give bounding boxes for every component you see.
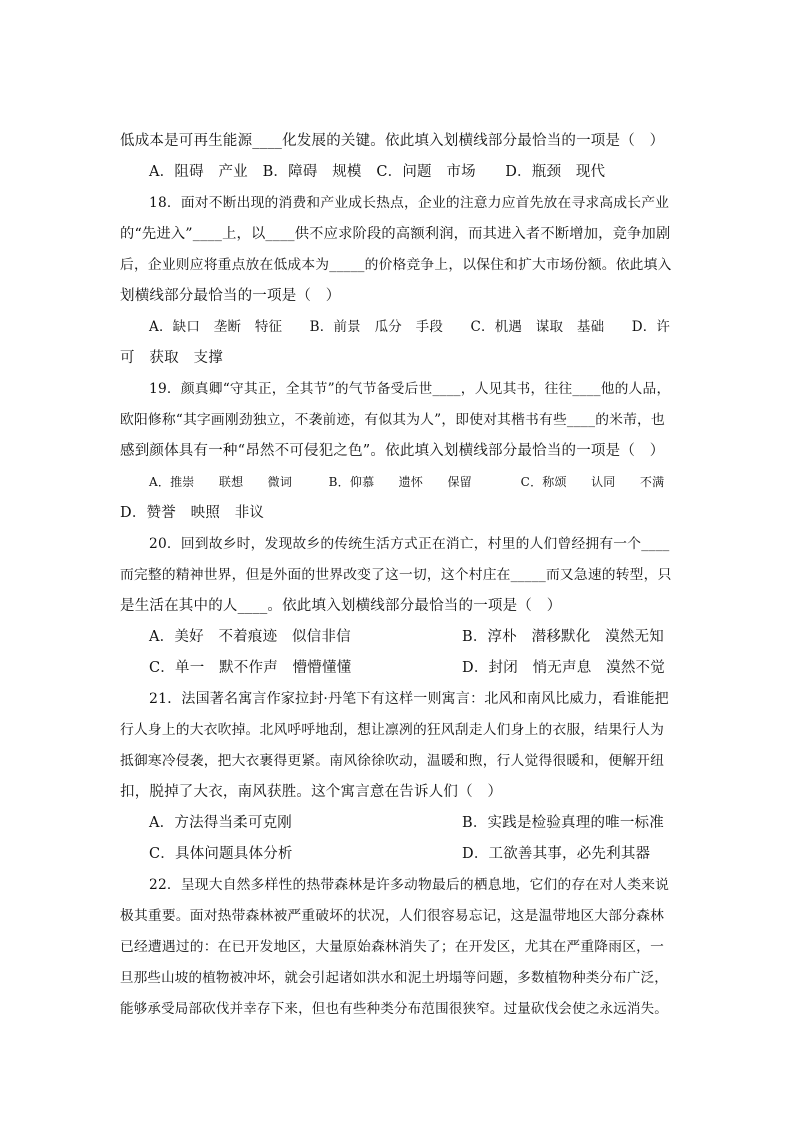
q20-option-b: B．淳朴 潜移默化 漠然无知 — [462, 629, 664, 645]
q18-stem-line: 后，企业则应将重点放在低成本为_____的价格竞争上，以保住和扩大市场份额。依此填入 — [120, 257, 672, 273]
q21-option-c: C．具体问题具体分析 — [149, 846, 293, 862]
q20-option-d: D．封闭 悄无声息 漠然不觉 — [462, 660, 665, 676]
q18-stem-line: 的“先进入”____上，以____供不应求阶段的高额利润，而其进入者不断增加，竞争加剧 — [120, 226, 671, 242]
q22-stem-line: 已经遭遇过的：在已开发地区，大量原始森林消失了；在开发区，尤其在严重降雨区，一 — [120, 939, 665, 955]
q19-stem-line: 感到颜体具有一种“昂然不可侵犯之色”。依此填入划横线部分最恰当的一项是（ ） — [120, 443, 665, 459]
q20-stem-line: 20．回到故乡时，发现故乡的传统生活方式正在消亡，村里的人们曾经拥有一个____ — [149, 536, 670, 552]
q19-options: A．推崇 联想 微词 B．仰慕 遗怀 保留 C．称颂 认同 不满 — [149, 475, 665, 489]
q21-stem-line: 扣，脱掉了大衣，南风获胜。这个寓言意在告诉人们（ ） — [120, 784, 503, 800]
q18-stem-line: 划横线部分最恰当的一项是（ ） — [120, 288, 341, 304]
q20-stem-line: 而完整的精神世界，但是外面的世界改变了这一切，这个村庄在_____而又急速的转型，只 — [120, 567, 672, 583]
q22-stem-line: 能够承受局部砍伐并幸存下来，但也有些种类分布范围很狭窄。过量砍伐会使之永远消失。 — [120, 1001, 668, 1017]
q19-options: D．赞誉 映照 非议 — [120, 505, 265, 521]
q17-stem-line: 低成本是可再生能源____化发展的关键。依此填入划横线部分最恰当的一项是（ ） — [120, 133, 665, 149]
q20-option-a: A．美好 不着痕迹 似信非信 — [149, 629, 351, 645]
q18-options: A．缺口 垄断 特征 B．前景 瓜分 手段 C．机遇 谋取 基础 D．许 — [149, 319, 671, 335]
q19-stem-line: 欧阳修称“其字画刚劲独立，不袭前迹，有似其为人”，即使对其楷书有些____的米芾，也 — [120, 412, 665, 428]
q21-option-d: D．工欲善其事，必先利其器 — [462, 846, 651, 862]
q21-stem-line: 抵御寒冷侵袭，把大衣裹得更紧。南风徐徐吹动，温暖和煦，行人觉得很暖和，便解开纽 — [120, 753, 665, 769]
q18-stem-line: 18．面对不断出现的消费和产业成长热点，企业的注意力应首先放在寻求高成长产业 — [149, 195, 670, 211]
q21-option-a: A．方法得当柔可克刚 — [149, 815, 292, 831]
q21-stem-line: 行人身上的大衣吹掉。北风呼呼地刮，想让凛冽的狂风刮走人们身上的衣服，结果行人为 — [120, 722, 665, 738]
q22-stem-line: 极其重要。面对热带森林被严重破坏的状况，人们很容易忘记，这是温带地区大部分森林 — [120, 908, 665, 924]
q21-option-b: B．实践是检验真理的唯一标准 — [462, 815, 664, 831]
q21-stem-line: 21．法国著名寓言作家拉封·丹笔下有这样一则寓言：北风和南风比威力，看谁能把 — [149, 691, 669, 707]
q22-stem-line: 旦那些山坡的植物被冲坏，就会引起诸如洪水和泥土坍塌等问题，多数植物种类分布广泛， — [120, 970, 668, 986]
q20-option-c: C．单一 默不作声 懵懵懂懂 — [149, 660, 352, 676]
q17-options: A．阻碍 产业 B．障碍 规模 C．问题 市场 D．瓶颈 现代 — [149, 164, 606, 180]
q19-stem-line: 19．颜真卿“守其正，全其节”的气节备受后世____，人见其书，往往____他的人品， — [149, 381, 671, 397]
q20-stem-line: 是生活在其中的人____。依此填入划横线部分最恰当的一项是（ ） — [120, 598, 562, 614]
q22-stem-line: 22．呈现大自然多样性的热带森林是许多动物最后的栖息地，它们的存在对人类来说 — [149, 877, 670, 893]
q18-options: 可 获取 支撑 — [120, 350, 223, 366]
